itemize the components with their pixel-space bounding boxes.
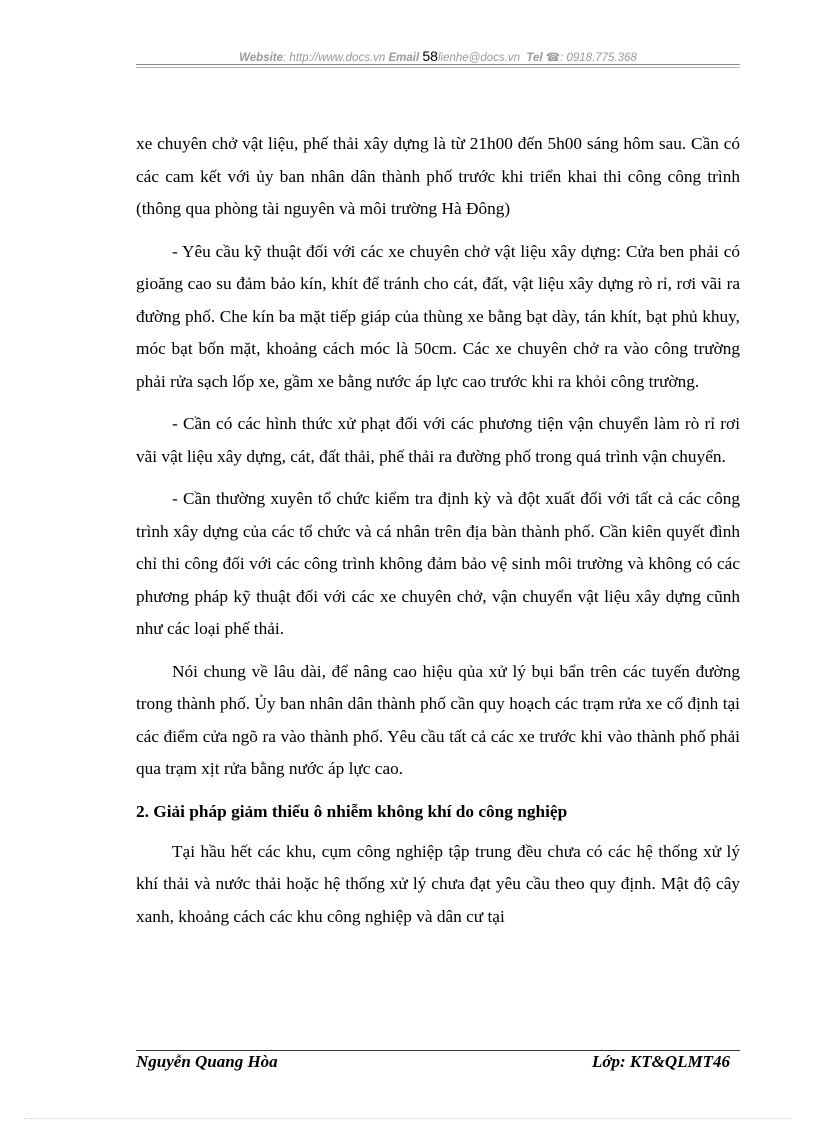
tel-label: Tel — [526, 52, 543, 64]
page-number: 58 — [422, 48, 438, 64]
footer-author: Nguyễn Quang Hòa — [136, 1052, 278, 1071]
paragraph-1: xe chuyên chở vật liệu, phế thải xây dựng là từ 21h00 đến 5h00 sáng hôm sau. Cần có các cam kết với ủy ban nhân dân thành phố trước khi triển khai thi công công trình (thông qua phòng tài nguyên và môi trường Hà Đông) — [136, 134, 740, 218]
paragraph-5: Nói chung về lâu dài, để nâng cao hiệu qủa xử lý bụi bẩn trên các tuyến đường trong thành phố. Ủy ban nhân dân thành phố cần quy hoạch các trạm rửa xe cố định tại các điểm cửa ngõ ra vào thành phố. Yêu cầu tất cả các xe trước khi vào thành phố phải qua trạm xịt rửa bằng nước áp lực cao. — [136, 661, 740, 778]
page-bottom-border — [24, 1118, 792, 1119]
paragraph-3: - Cần có các hình thức xử phạt đối với các phương tiện vận chuyển làm rò rỉ rơi vãi vật liệu xây dựng, cát, đất thải, phế thải ra đường phố trong quá trình vận chuyển. — [136, 414, 740, 466]
phone-icon: ☎ — [545, 52, 561, 64]
tel-value: : 0918.775.368 — [560, 52, 637, 64]
email-label: Email — [388, 52, 420, 64]
page-footer — [136, 1052, 730, 1072]
section-heading: 2. Giải pháp giảm thiểu ô nhiễm không khí do công nghiệp — [136, 801, 568, 821]
footer-class: Lớp: KT&QLMT46 — [591, 1052, 730, 1071]
header-divider — [136, 64, 740, 65]
page-body — [136, 128, 740, 943]
footer-divider — [136, 1050, 740, 1051]
paragraph-2: - Yêu cầu kỹ thuật đối với các xe chuyên chở vật liệu xây dựng: Cửa ben phải có gioăng cao su đảm bảo kín, khít để tránh cho cát, đất, vật liệu xây dựng rò rỉ, rơi vãi ra đường phố. Che kín ba mặt tiếp giáp của thùng xe bằng bạt dày, tán khít, bạt phủ khuy, móc bạt bốn mặt, khoảng cách móc là 50cm. Các xe chuyên chở ra vào công trường phải rửa sạch lốp xe, gầm xe bằng nước áp lực cao trước khi ra khỏi công trường. — [136, 241, 740, 391]
page-header — [136, 48, 740, 64]
website-label: Website — [239, 52, 284, 64]
website-url[interactable]: : http://www.docs.vn — [283, 52, 386, 64]
paragraph-6: Tại hầu hết các khu, cụm công nghiệp tập trung đều chưa có các hệ thống xử lý khí thải và nước thải hoặc hệ thống xử lý chưa đạt yêu cầu theo quy định. Mật độ cây xanh, khoảng cách các khu công nghiệp và dân cư tại — [136, 841, 740, 926]
paragraph-4: - Cần thường xuyên tổ chức kiểm tra định kỳ và đột xuất đối với tất cả các công trình xây dựng của các tổ chức và cá nhân trên địa bàn thành phố. Cần kiên quyết đình chỉ thi công đối với các công trình không đảm bảo vệ sinh môi trường và không có các phương pháp kỹ thuật đối với các xe chuyên chở, vận chuyển vật liệu xây dựng cũnh như các loại phế thải. — [136, 489, 740, 638]
header-divider-secondary — [136, 67, 740, 68]
email-value[interactable]: lienhe@docs.vn — [437, 52, 520, 64]
